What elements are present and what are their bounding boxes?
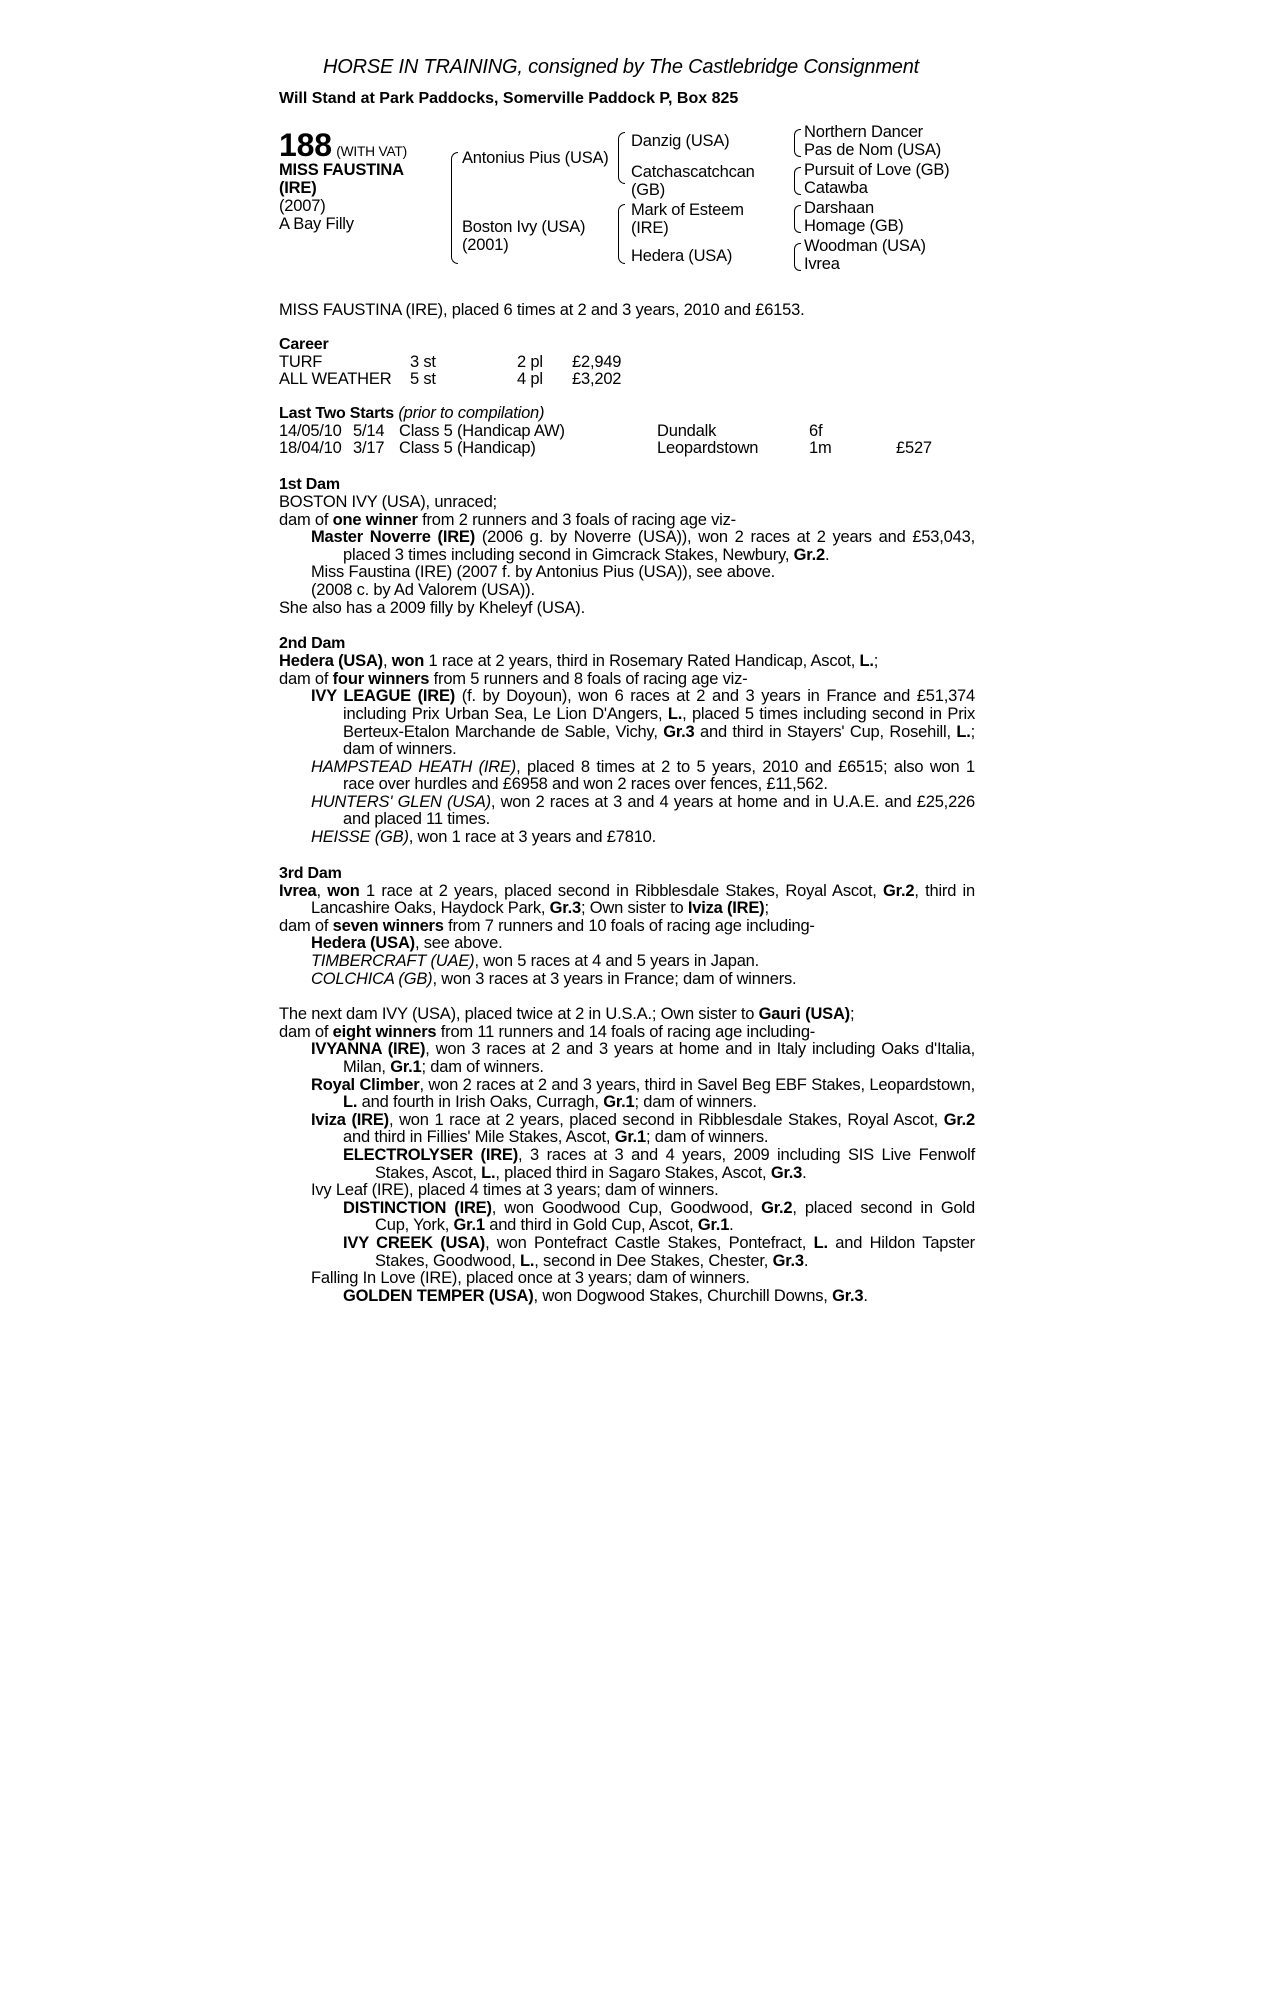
career-starts: 3 st [410,352,436,371]
text: and third in Stayers' Cup, Rosehill, [694,722,957,741]
horse-name: HAMPSTEAD HEATH (IRE) [311,757,517,776]
text: . [802,1163,807,1182]
dam-sire: Mark of Esteem [631,201,744,219]
career-earnings: £2,949 [572,352,622,371]
dam-year: (2001) [462,236,509,254]
grade: L. [859,652,874,671]
start-distance: 1m [809,439,832,458]
dam-sire-dam: Homage (GB) [804,217,904,235]
text: and Hildon Tapster Stakes, Goodwood, [375,1233,975,1270]
lot-heading [279,128,407,162]
horse-suffix: (IRE) [279,179,317,197]
grade: Gr.1 [603,1093,635,1112]
text: ; dam of winners. [634,1093,757,1112]
text: , placed 8 times at 2 to 5 years, 2010 and £6515; also won 1 race over hurdles and £6958 and won 2 races over fences, £11,562. [343,757,975,794]
career-earnings: £3,202 [572,370,622,389]
start-course: Dundalk [657,421,717,440]
grade: L. [343,1093,358,1112]
produce-entry [279,829,975,847]
produce-entry [279,688,975,758]
horse-name: ELECTROLYSER (IRE) [343,1145,519,1164]
produce-entry [279,1041,975,1076]
produce-entry [279,1112,975,1147]
brace-gen2-top [618,132,625,184]
horse-name: IVY CREEK (USA) [343,1233,486,1252]
horse-name: HEISSE (GB) [311,828,409,847]
grade: L. [956,722,971,741]
text: , placed 5 times including second in Prix Berteux-Etalon Marchande de Sable, Vichy, [343,704,975,741]
text: , won Dogwood Stakes, Churchill Downs, [533,1286,833,1305]
grade: Gr.1 [614,1128,647,1147]
horse-name: Iviza (IRE) [311,1110,389,1129]
sire-sire-sire: Northern Dancer [804,123,923,141]
horse-name: IVYANNA (IRE) [311,1040,426,1059]
vat-note: (WITH VAT) [336,144,407,159]
text: , placed third in Sagaro Stakes, Ascot, [495,1163,771,1182]
text: . [729,1216,734,1235]
dam-name: Boston Ivy (USA) [462,218,586,236]
last-two-title: Last Two Starts [279,404,394,422]
start-prize [896,423,956,441]
produce-entry [279,1235,975,1270]
text: one winner [332,510,418,529]
first-dam-line: BOSTON IVY (USA), unraced; [279,492,497,511]
produce-entry [279,953,975,971]
text: dam of [279,1022,333,1041]
horse-name: COLCHICA (GB) [311,969,433,988]
text: , won 3 races at 2 and 3 years at home and in Italy including Oaks d'Italia, Milan, [343,1040,975,1076]
grade: Gr.3 [549,899,581,918]
first-dam-produce-summary [279,512,975,530]
text: , [316,881,328,900]
horse-name: TIMBERCRAFT (UAE) [311,952,475,971]
produce-entry: Falling In Love (IRE), placed once at 3 years; dam of winners. [311,1269,750,1288]
horse-name: IVY LEAGUE (IRE) [311,687,456,706]
text: dam of [279,916,333,935]
start-course: Leopardstown [657,439,759,458]
second-dam-produce-summary [279,671,975,689]
text: won [327,881,360,900]
grade: Gr.3 [772,1251,804,1270]
catalogue-page [279,54,975,1305]
text: (2006 g. by Noverre (USA)), won 2 races at 2 years and £53,043, placed 3 times including second in Gimcrack Stakes, Newbury, [343,528,975,564]
text: , won Goodwood Cup, Goodwood, [491,1198,762,1217]
start-prize: £527 [896,439,932,458]
third-dam-produce-summary [279,918,975,936]
text: dam of [279,510,333,529]
horse-name: Gauri (USA) [758,1005,850,1024]
text: seven winners [332,916,444,935]
dam-dam-sire: Woodman (USA) [804,237,926,255]
next-dam-produce-summary [279,1024,975,1042]
brace-gen3-4 [794,243,801,271]
horse-name: Master Noverre (IRE) [311,528,476,547]
brace-gen3-1 [794,129,801,157]
third-dam-line [279,883,975,918]
text: four winners [332,669,430,688]
second-dam-title: 2nd Dam [279,635,346,653]
text: , won 2 races at 3 and 4 years at home and in U.A.E. and £25,226 and placed 11 times. [343,792,975,829]
sire-dam-dam: Catawba [804,179,868,197]
text: , see above. [414,934,503,953]
grade: Gr.3 [770,1163,803,1182]
text: , won 5 races at 4 and 5 years in Japan. [474,952,760,971]
stand-location: Will Stand at Park Paddocks, Somerville Paddock P, Box 825 [279,90,739,107]
produce-entry [279,1200,975,1235]
text: and third in Fillies' Mile Stakes, Ascot, [343,1128,615,1147]
text: . [803,1251,809,1270]
text: , won 3 races at 3 years in France; dam of winners. [432,969,797,988]
first-dam-title: 1st Dam [279,475,340,493]
horse-name: Hedera (USA) [311,934,415,953]
dam-sire-sire: Darshaan [804,199,874,217]
horse-name: Iviza (IRE) [687,899,765,918]
start-date: 14/05/10 [279,421,342,440]
foaling-year: (2007) [279,197,326,215]
grade: L. [667,704,683,723]
grade: L. [520,1251,535,1270]
text: ; dam of winners. [646,1128,769,1147]
next-dam-line [279,1006,975,1024]
text: (f. by Doyoun), won 6 races at 2 and 3 years in France and £51,374 including Prix Urban Sea, Le Lion D'Angers, [343,687,976,723]
text: , third in Lancashire Oaks, Haydock Park, [311,881,975,918]
sire-dam-sire: Pursuit of Love (GB) [804,161,950,179]
lot-number: 188 [279,127,332,163]
career-row [279,354,975,372]
produce-entry [279,1147,975,1182]
brace-gen1 [451,152,458,264]
dam-dam-dam: Ivrea [804,255,840,273]
second-dam-line [279,653,975,671]
text: . [863,1286,868,1305]
last-two-heading [279,405,975,423]
text: , second in Dee Stakes, Chester, [534,1251,773,1270]
produce-entry: (2008 c. by Ad Valorem (USA)). [311,580,535,599]
grade: L. [813,1233,828,1252]
text: ; dam of winners. [421,1058,544,1076]
start-date: 18/04/10 [279,439,342,458]
text: and fourth in Irish Oaks, Curragh, [357,1093,604,1112]
page-header: HORSE IN TRAINING, consigned by The Castlebridge Consignment [322,56,920,78]
text: , 3 races at 3 and 4 years, 2009 including SIS Live Fenwolf Stakes, Ascot, [375,1145,975,1182]
grade: Gr.1 [453,1216,485,1235]
brace-gen3-2 [794,167,801,195]
next-dam-section [279,1006,975,1305]
produce-entry [279,759,975,794]
horse-name: Ivrea [279,881,317,900]
text: , won Pontefract Castle Stakes, Pontefract, [485,1233,814,1252]
produce-entry: Miss Faustina (IRE) (2007 f. by Antonius Pius (USA)), see above. [311,563,776,582]
horse-name: HUNTERS' GLEN (USA) [311,792,491,811]
brace-gen3-3 [794,205,801,233]
text: 1 race at 2 years, placed second in Ribblesdale Stakes, Royal Ascot, [359,881,884,900]
produce-entry [279,935,975,953]
last-two-starts-section [279,405,975,458]
text: ; dam of winners. [343,722,975,759]
career-surface: ALL WEATHER [279,370,392,389]
career-placed: 4 pl [517,370,543,389]
career-placed: 2 pl [517,352,543,371]
text: dam of [279,669,333,688]
horse-name: MISS FAUSTINA [279,161,404,179]
career-surface: TURF [279,352,323,371]
text: , [382,652,392,671]
last-two-subtitle: (prior to compilation) [398,403,545,422]
start-distance: 6f [809,421,823,440]
career-title: Career [279,335,329,353]
career-row [279,371,975,389]
sire-sire: Danzig (USA) [631,132,730,150]
text: , won 1 race at 3 years and £7810. [408,828,657,847]
grade: L. [481,1163,496,1182]
sire: Antonius Pius (USA) [462,149,609,167]
text: The next dam IVY (USA), placed twice at 2 in U.S.A.; Own sister to [279,1005,759,1024]
horse-name: DISTINCTION (IRE) [343,1198,492,1217]
second-dam-section [279,635,975,847]
third-dam-title: 3rd Dam [279,864,342,882]
text: eight winners [332,1022,437,1041]
text: ; [873,652,879,671]
text: , placed second in Gold Cup, York, [375,1198,975,1235]
text: ; [849,1005,855,1024]
text: , won 2 races at 2 and 3 years, third in Savel Beg EBF Stakes, Leopardstown, [419,1075,975,1094]
produce-entry [279,794,975,829]
grade: Gr.3 [663,722,695,741]
race-summary: MISS FAUSTINA (IRE), placed 6 times at 2 and 3 years, 2010 and £6153. [279,301,805,319]
career-starts: 5 st [410,370,436,389]
text: ; Own sister to [580,899,688,918]
horse-name: GOLDEN TEMPER (USA) [343,1286,534,1305]
text: ; [764,899,769,918]
start-row [279,440,975,458]
start-row [279,423,975,441]
career-section [279,336,975,389]
sire-dam-suffix: (GB) [631,181,666,199]
produce-entry [279,971,975,989]
produce-entry [279,1077,975,1112]
sire-dam: Catchascatchcan [631,163,755,181]
grade: Gr.2 [793,545,825,564]
text: 1 race at 2 years, third in Rosemary Rated Handicap, Ascot, [424,652,860,671]
horse-name: Hedera (USA) [279,652,383,671]
third-dam-section [279,865,975,989]
produce-entry [279,1288,975,1306]
dam-dam: Hedera (USA) [631,247,733,265]
start-position: 5/14 [353,421,385,440]
text: , won 1 race at 2 years, placed second in Ribblesdale Stakes, Royal Ascot, [388,1110,944,1129]
text: from 5 runners and 8 foals of racing age viz- [429,669,748,688]
produce-entry: She also has a 2009 filly by Kheleyf (USA). [279,598,585,617]
grade: Gr.1 [390,1058,422,1076]
grade: Gr.2 [761,1198,793,1217]
horse-description: A Bay Filly [279,215,354,233]
text: from 11 runners and 14 foals of racing age including- [436,1022,816,1041]
sire-sire-dam: Pas de Nom (USA) [804,141,942,159]
horse-name: Royal Climber [311,1075,420,1094]
text: from 2 runners and 3 foals of racing age viz- [417,510,736,529]
start-race: Class 5 (Handicap) [399,439,536,458]
grade: Gr.1 [697,1216,730,1235]
first-dam-section [279,476,975,617]
grade: Gr.2 [883,881,915,900]
grade: Gr.3 [832,1286,864,1305]
pedigree-table [279,124,975,299]
start-position: 3/17 [353,439,385,458]
produce-entry: Ivy Leaf (IRE), placed 4 times at 3 years; dam of winners. [311,1181,719,1200]
grade: Gr.2 [943,1110,975,1129]
text: . [824,545,830,564]
dam-sire-suffix: (IRE) [631,219,669,237]
brace-gen2-bottom [618,204,625,264]
text: from 7 runners and 10 foals of racing age including- [443,916,815,935]
text: and third in Gold Cup, Ascot, [484,1216,698,1235]
produce-entry [279,529,975,564]
start-race: Class 5 (Handicap AW) [399,421,565,440]
text: won [391,652,425,671]
